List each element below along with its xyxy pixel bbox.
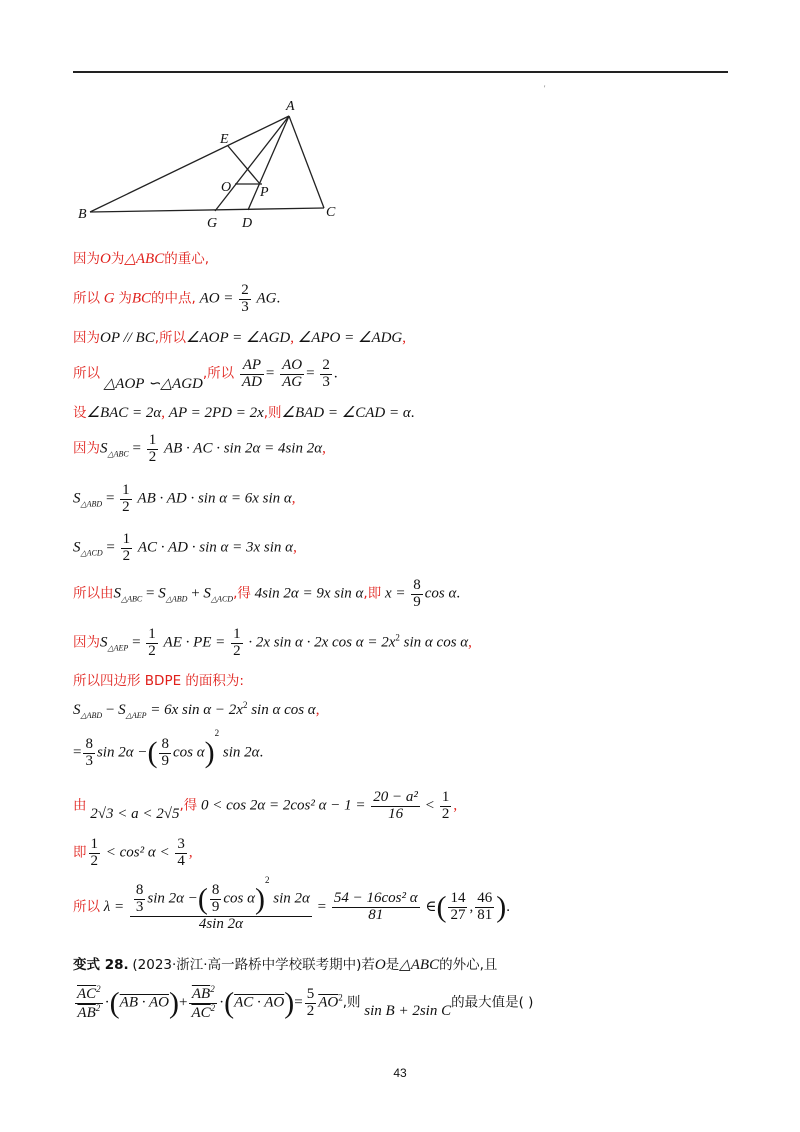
scan-mark: '	[544, 84, 546, 93]
label-O: O	[221, 180, 232, 195]
segment-AC	[289, 116, 324, 208]
segment-BC	[90, 208, 324, 212]
triangle-figure	[70, 96, 360, 236]
solution-line-1: 因为O为△ABC的重心,	[73, 251, 210, 267]
solution-line-6: 因为$S_{\triangle ABC}$ = $\frac{1}{2}$ AB · AC · sin 2α = 4sin 2α,	[73, 432, 326, 465]
header-rule	[73, 71, 728, 73]
solution-line-8: $S_{\triangle ACD}$ = $\frac{1}{2}$ AC · AD · sin α = 3x sin α,	[73, 531, 297, 564]
solution-line-9: 所以由$S_{\triangle ABC} = S_{\triangle ABD} + S_{\triangle ACD}$,得 4sin 2α = 9x sin α,即 x = $\frac{8}{9}$ cos α.	[73, 577, 461, 610]
solution-line-16: 所以 λ = $\frac{8}{3}$ sin 2α −( $\frac{8}{9}$ cos α)$^2$ sin 2α 4sin 2α = $\frac{\text{54 − 16cos² α}}{81}$ ∈( $\frac{14}{27}$ , $\frac{46}{81}$ ).	[73, 874, 510, 932]
label-A: A	[286, 99, 295, 114]
lambda-fraction: $\frac{8}{3}$ sin 2α −( $\frac{8}{9}$ cos α)$^2$ sin 2α 4sin 2α	[130, 883, 312, 932]
solution-line-10: 因为$S_{\triangle AEP}$ = $\frac{1}{2}$ AE · PE = $\frac{1}{2}$ · 2x sin α · 2x $\cos \alpha = 2x^2$ sin α cos α,	[73, 626, 472, 659]
fraction-2-3: $\frac{2}{3}$	[241, 282, 249, 315]
label-P: P	[260, 185, 269, 200]
solution-line-3: 因为OP // BC,所以∠AOP = ∠AGD, ∠APO = ∠ADG,	[73, 330, 407, 346]
solution-line-2: 所以 G 为BC的中点, AO = $\frac{2}{3}$ AG.	[73, 282, 281, 315]
variant-28-condition: $\frac{\overline{AC}^2}{\overline{AB}^2}$ ·(AB · AO)+ $\frac{\overline{AB}^2}{\overline{AC}^2}$ ·(AC · AO)= $\frac{5}{2}$ $\overline{AO}^2$,则 sin B + 2sin C的最大值是( )	[77, 984, 534, 1021]
label-D: D	[242, 216, 253, 231]
variant-28-heading: 变式 28. (2023·浙江·高一路桥中学校联考期中)若O是△ABC的外心,且	[73, 957, 498, 973]
label-C: C	[326, 205, 336, 220]
label-B: B	[78, 207, 87, 222]
solution-line-13: = $\frac{8}{3}$ sin 2α −( $\frac{8}{9}$ cos α)$^2$ sin 2α.	[73, 728, 264, 769]
solution-line-5: 设∠BAC = 2α, AP = 2PD = 2x,则∠BAD = ∠CAD = α.	[73, 405, 415, 421]
solution-line-14: 由 2√3 < a < 2√5,得 0 < cos 2α = 2cos² α − 1 = $\frac{\text{20 − a²}}{16}$ < $\frac{1}{2}$ ,	[73, 789, 458, 822]
segment-EP	[228, 146, 260, 184]
page-number: 43	[393, 1066, 407, 1080]
label-E: E	[220, 132, 229, 147]
solution-line-11: 所以四边形 BDPE 的面积为:	[73, 673, 244, 689]
solution-line-7: $S_{\triangle ABD}$ = $\frac{1}{2}$ AB · AD · sin α = 6x sin α,	[73, 482, 296, 515]
segment-AG	[215, 116, 289, 211]
solution-line-4: 所以 △AOP ∽△AGD,所以 $\frac{AP}{AD}$ = $\frac{AO}{AG}$ = $\frac{2}{3}$ .	[73, 357, 338, 392]
solution-line-15: 即 $\frac{1}{2}$ < cos² α < $\frac{3}{4}$ ,	[73, 836, 193, 869]
solution-line-12: $S_{\triangle ABD} - S_{\triangle AEP} = 6x$ $\sin \alpha - 2x^2$ sin α cos α,	[73, 700, 320, 720]
label-G: G	[207, 216, 218, 231]
